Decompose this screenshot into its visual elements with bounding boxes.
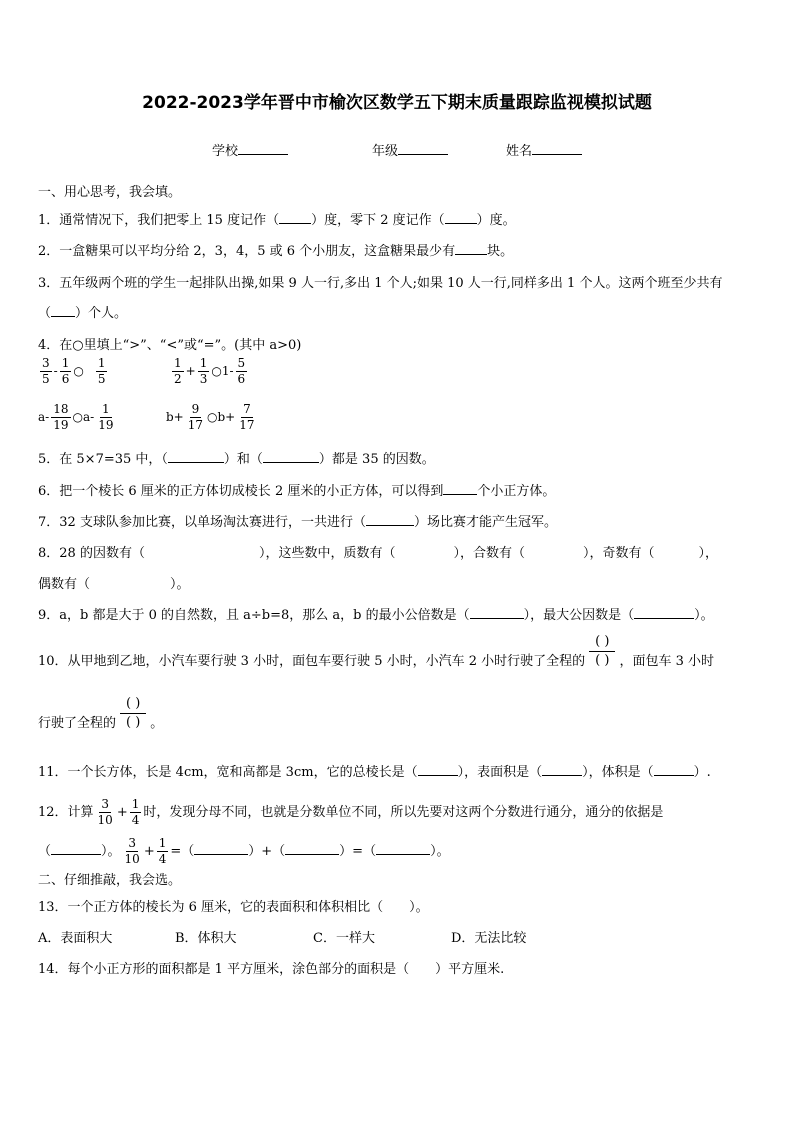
question-10-line-2: 行驶了全程的 $\frac{( )}{( )}$ 。 [38, 696, 164, 731]
fraction: $\frac{5}{6}$ [237, 356, 246, 386]
question-10: 10．从甲地到乙地，小汽车要行驶 3 小时，面包车要行驶 5 小时，小汽车 2 小时行驶了全程的 $\frac{( )}{( )}$ ，面包车 3 小时 [38, 634, 714, 669]
fraction: $\frac{3}{5}$ [42, 356, 50, 386]
question-12: 12．计算 $\frac{3}{10}$ + $\frac{1}{4}$ 时，发现分母不同，也就是分数单位不同，所以先要对这两个分数进行通分，通分的依据是 [38, 797, 664, 827]
question-6: 6．把一个棱长 6 厘米的正方体切成棱长 2 厘米的小正方体，可以得到 个小正方体。 [38, 484, 556, 499]
fraction: $\frac{9}{17}$ [187, 402, 204, 432]
school-label: 学校 [212, 144, 239, 159]
name-label: 姓名 [506, 144, 533, 159]
fraction: $\frac{1}{4}$ [158, 836, 167, 866]
answer-blank[interactable] [279, 211, 311, 224]
question-8: 8．28 的因数有（ ），这些数中，质数有（ ），合数有（ ），奇数有（ ）， [38, 546, 719, 561]
fraction: $\frac{1}{6}$ [61, 356, 70, 386]
school-field [212, 140, 288, 159]
section-2-heading: 二、仔细推敲，我会选。 [38, 873, 182, 888]
page-title: 2022-2023学年晋中市榆次区数学五下期末质量跟踪监视模拟试题 [142, 93, 652, 113]
q4-expression-1: $\frac{3}{5}$ - $\frac{1}{6}$ ○ $\frac{1}{5}$ [42, 356, 106, 386]
fraction: $\frac{1}{3}$ [199, 356, 208, 386]
grade-label: 年级 [372, 144, 399, 159]
answer-blank[interactable] [418, 763, 458, 776]
question-8-line-2: 偶数有（ ）。 [38, 577, 190, 592]
question-4-stem: 4．在○里填上“>”、“<”或“=”。(其中 a>0) [38, 338, 302, 353]
answer-blank[interactable] [455, 242, 487, 255]
q4-expression-3: a- $\frac{18}{19}$ ○a- $\frac{1}{19}$ [38, 402, 114, 432]
question-13: 13．一个正方体的棱长为 6 厘米，它的表面积和体积相比（ ）。 [38, 900, 429, 915]
fraction: $\frac{3}{10}$ [97, 797, 113, 827]
fraction: $\frac{18}{19}$ [53, 402, 69, 432]
question-7: 7．32 支球队参加比赛，以单场淘汰赛进行，一共进行（ ）场比赛才能产生冠军。 [38, 515, 557, 530]
question-14: 14．每个小正方形的面积都是 1 平方厘米，涂色部分的面积是（ ）平方厘米. [38, 962, 505, 977]
answer-blank[interactable] [366, 513, 414, 526]
answer-blank[interactable] [542, 763, 582, 776]
question-1: 1．通常情况下，我们把零上 15 度记作（ ）度，零下 2 度记作（ ）度。 [38, 213, 516, 228]
question-12-line-2: （ ）。 $\frac{3}{10}$ + $\frac{1}{4}$ =（ ）+（ ）=（ ）。 [38, 836, 450, 866]
q4-expression-4: b+ $\frac{9}{17}$ ○b+ $\frac{7}{17}$ [166, 402, 255, 432]
answer-blank[interactable] [263, 450, 319, 463]
question-9: 9．a，b 都是大于 0 的自然数，且 a÷b=8，那么 a，b 的最小公倍数是（ ），最大公因数是（ ）。 [38, 608, 714, 623]
compare-circle[interactable]: ○a- [72, 410, 95, 424]
fraction: $\frac{1}{19}$ [98, 402, 114, 432]
fraction-blank[interactable]: $\frac{( )}{( )}$ [120, 695, 146, 732]
question-5: 5．在 5×7=35 中，（ ）和（ ）都是 35 的因数。 [38, 452, 435, 467]
answer-blank[interactable] [51, 842, 101, 855]
question-11: 11．一个长方体，长是 4cm，宽和高都是 3cm，它的总棱长是（ ），表面积是（ ），体积是（ ）. [38, 765, 711, 780]
answer-blank[interactable] [285, 842, 339, 855]
answer-blank[interactable] [634, 606, 694, 619]
answer-blank[interactable] [51, 304, 75, 317]
answer-blank[interactable] [168, 450, 224, 463]
fraction: $\frac{1}{5}$ [97, 356, 106, 386]
answer-blank[interactable] [443, 482, 477, 495]
q13-option-b[interactable]: B．体积大 [175, 931, 237, 946]
answer-blank[interactable] [654, 763, 694, 776]
compare-circle[interactable]: ○b+ [207, 410, 236, 424]
question-3: 3．五年级两个班的学生一起排队出操,如果 9 人一行,多出 1 个人;如果 10 人一行,同样多出 1 个人。这两个班至少共有 [38, 276, 723, 291]
question-3-line-2: （ ）个人。 [38, 306, 128, 321]
section-1-heading: 一、用心思考，我会填。 [38, 185, 182, 200]
fraction-blank[interactable]: $\frac{( )}{( )}$ [589, 633, 615, 670]
q13-option-c[interactable]: C．一样大 [313, 931, 375, 946]
grade-field [372, 140, 448, 159]
fraction: $\frac{3}{10}$ [124, 836, 140, 866]
school-blank[interactable] [238, 142, 288, 155]
name-blank[interactable] [532, 142, 582, 155]
answer-blank[interactable] [470, 606, 524, 619]
question-2: 2．一盒糖果可以平均分给 2，3，4，5 或 6 个小朋友，这盒糖果最少有 块。 [38, 244, 514, 259]
answer-blank[interactable] [194, 842, 248, 855]
compare-circle[interactable]: ○1- [211, 364, 234, 378]
name-field [506, 140, 582, 159]
fraction: $\frac{7}{17}$ [239, 402, 255, 432]
q13-option-d[interactable]: D．无法比较 [451, 931, 527, 946]
answer-blank[interactable] [376, 842, 430, 855]
q4-expression-2: $\frac{1}{2}$ + $\frac{1}{3}$ ○1- $\frac{5}{6}$ [174, 356, 246, 386]
answer-blank[interactable] [445, 211, 477, 224]
grade-blank[interactable] [398, 142, 448, 155]
compare-circle[interactable]: ○ [73, 364, 84, 378]
fraction: $\frac{1}{4}$ [131, 797, 140, 827]
q13-option-a[interactable]: A．表面积大 [38, 931, 113, 946]
fraction: $\frac{1}{2}$ [174, 356, 182, 386]
